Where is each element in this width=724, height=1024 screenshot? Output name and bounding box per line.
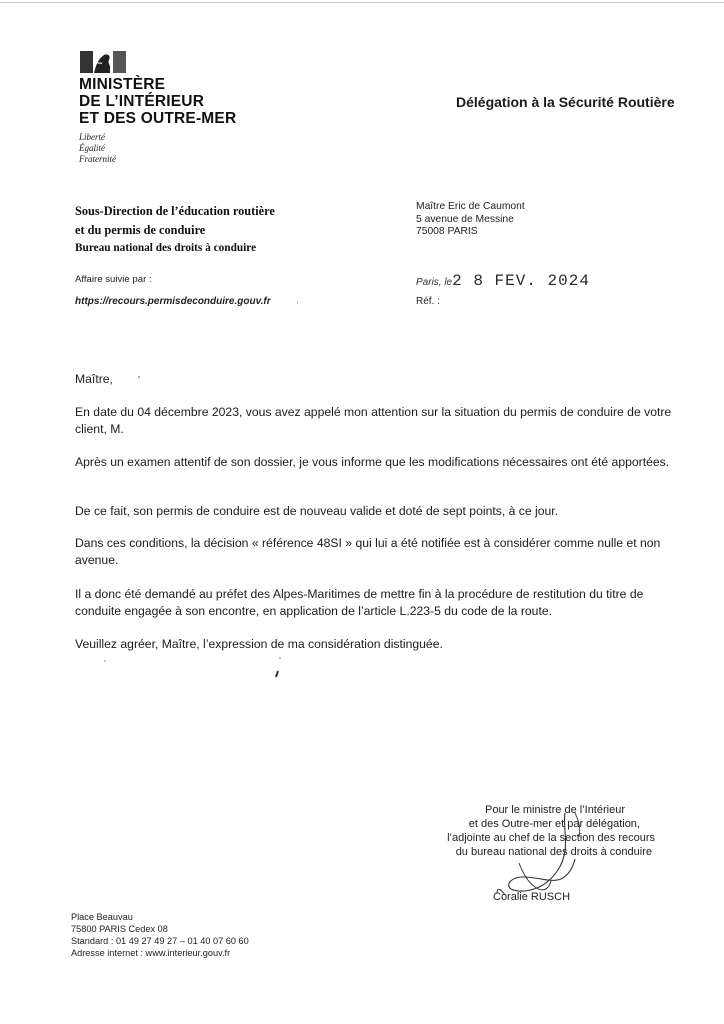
marianne-logo-icon bbox=[80, 51, 126, 73]
scan-mark: ' bbox=[112, 375, 140, 386]
footer-line: Adresse internet : www.interieur.gouv.fr bbox=[71, 948, 231, 958]
recipient-name: Maître Eric de Caumont bbox=[416, 201, 525, 212]
scan-marks bbox=[100, 655, 300, 685]
paragraph-3: De ce fait, son permis de conduire est de nouveau valide et doté de sept points, à ce jour. bbox=[75, 504, 559, 518]
date-place: Paris, le bbox=[416, 277, 453, 288]
recipient-street: 5 avenue de Messine bbox=[416, 213, 514, 225]
paragraph-6: Veuillez agréer, Maître, l’expression de ma considération distinguée. bbox=[75, 637, 443, 651]
footer-line: Place Beauvau bbox=[71, 912, 133, 922]
recipient-address bbox=[416, 201, 525, 239]
recours-url: https://recours.permisdeconduire.gouv.fr bbox=[75, 296, 271, 307]
paragraph-2: Après un examen attentif de son dossier, je vous informe que les modifications nécessaires ont été apportées. bbox=[75, 455, 670, 469]
salutation-text: Maître, bbox=[75, 372, 113, 386]
footer-line: Standard : 01 49 27 49 27 – 01 40 07 60 60 bbox=[71, 936, 249, 946]
paragraph-4: Dans ces conditions, la décision « référence 48SI » qui lui a été notifiée est à considérer comme nulle et non avenue. bbox=[75, 536, 661, 567]
date-line bbox=[416, 272, 590, 290]
date-stamp: 2 8 FEV. 2024 bbox=[452, 272, 590, 290]
republic-motto bbox=[79, 132, 116, 165]
paragraph-5: Il a donc été demandé au préfet des Alpes-Maritimes de mettre fin à la procédure de restitution du titre de conduite engagée à son encontre, en application de l’article L.223-5 du code de la route. bbox=[75, 587, 644, 618]
sender-line: et du permis de conduire bbox=[75, 223, 206, 237]
reference-label: Réf. : bbox=[416, 296, 440, 307]
delegation-title: Délégation à la Sécurité Routière bbox=[456, 94, 675, 110]
ministry-line: MINISTÈRE bbox=[79, 76, 166, 93]
ministry-name bbox=[79, 76, 236, 127]
ministry-line: DE L’INTÉRIEUR bbox=[79, 93, 205, 110]
sender-line: Sous-Direction de l’éducation routière bbox=[75, 204, 275, 218]
affaire-label: Affaire suivie par : bbox=[75, 274, 152, 285]
signature-line: du bureau national des droits à conduire bbox=[455, 846, 652, 858]
scan-edge-line bbox=[0, 2, 724, 3]
footer-line: 75800 PARIS Cedex 08 bbox=[71, 924, 168, 934]
scan-mark: · bbox=[296, 297, 299, 307]
motto-line: Liberté bbox=[79, 132, 105, 142]
signature-line: Pour le ministre de l’Intérieur bbox=[484, 804, 625, 816]
signature-line: l’adjointe au chef de la section des recours bbox=[447, 832, 655, 844]
sender-department bbox=[75, 202, 275, 257]
paragraph-1: En date du 04 décembre 2023, vous avez appelé mon attention sur la situation du permis de conduire de votre client, M. bbox=[75, 405, 672, 436]
ministry-line: ET DES OUTRE-MER bbox=[79, 110, 237, 127]
motto-line: Égalité bbox=[79, 143, 105, 153]
recipient-city: 75008 PARIS bbox=[416, 226, 478, 237]
salutation bbox=[75, 371, 690, 389]
signatory-name: Coralie RUSCH bbox=[493, 891, 571, 903]
signature-line: et des Outre-mer et par délégation, bbox=[468, 818, 640, 830]
sender-bureau: Bureau national des droits à conduire bbox=[75, 242, 257, 254]
ministry-footer bbox=[71, 911, 249, 959]
motto-line: Fraternité bbox=[79, 154, 116, 164]
